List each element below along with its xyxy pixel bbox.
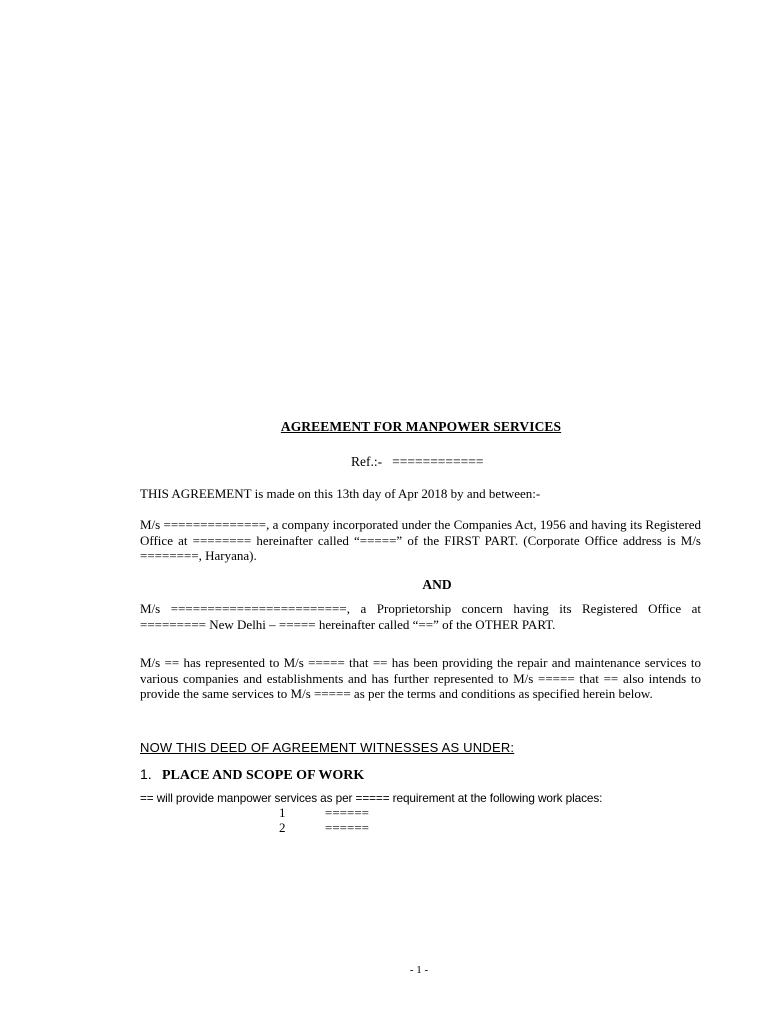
other-party-paragraph: M/s ========================, a Proprietorship concern having its Registered Office at ========= New Delhi – ===== hereinafter called “==” of the OTHER PART. [140,601,701,632]
and-separator: AND [422,577,452,592]
page-number: - 1 - [409,964,429,976]
workplace-value: ====== [325,820,369,835]
workplace-number: 1 [279,805,286,820]
workplace-item [279,805,369,821]
section-title: PLACE AND SCOPE OF WORK [162,768,365,783]
witness-heading: NOW THIS DEED OF AGREEMENT WITNESSES AS UNDER: [140,740,515,755]
section-heading [140,766,364,784]
document-title: AGREEMENT FOR MANPOWER SERVICES [280,419,562,434]
reference-line [351,454,484,470]
workplace-item [279,820,369,836]
ref-value: ============ [392,454,484,469]
first-party-paragraph: M/s ==============, a company incorporated under the Companies Act, 1956 and having its Registered Office at ======== hereinafter called “=====” of the FIRST PART. (Corporate Office address is M/s ========, Haryana). [140,517,701,563]
workplace-value: ====== [325,805,369,820]
workplace-number: 2 [279,820,286,835]
representation-paragraph: M/s == has represented to M/s ===== that == has been providing the repair and maintenance services to various companies and establishments and has further represented to M/s ===== that == also intends to provide the same services to M/s ===== as per the terms and conditions as specified herein below. [140,655,701,701]
scope-paragraph: == will provide manpower services as per ===== requirement at the following work places: [140,791,603,805]
ref-label: Ref.:- [351,454,383,469]
intro-paragraph: THIS AGREEMENT is made on this 13th day of Apr 2018 by and between:- [140,486,541,501]
section-number: 1. [140,766,152,782]
